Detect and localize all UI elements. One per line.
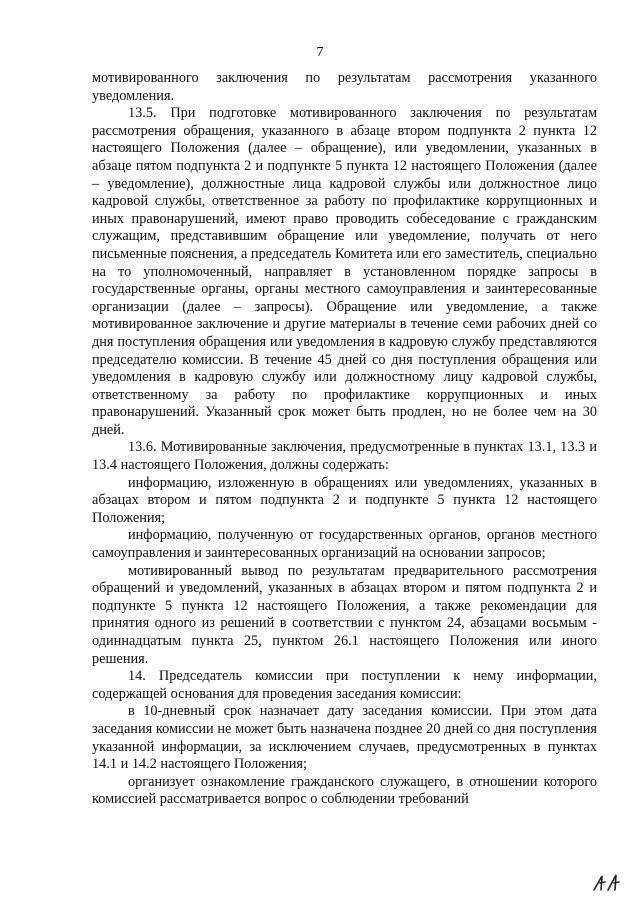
list-item-information-appeals: информацию, изложенную в обращениях или уведомлениях, указанных в абзацах втором и пятом подпункта 2 и подпункте 5 пункта 12 настоящего Положения; bbox=[92, 474, 597, 526]
paragraph-14: 14. Председатель комиссии при поступлении к нему информации, содержащей основания для проведения заседания комиссии: bbox=[92, 668, 597, 702]
list-item-familiarization: организует ознакомление гражданского служащего, в отношении которого комиссией рассматривается вопрос о соблюдении требований bbox=[92, 773, 597, 808]
document-body bbox=[92, 70, 597, 809]
handwritten-page-mark bbox=[590, 870, 626, 894]
list-item-motivated-conclusion: мотивированный вывод по результатам предварительного рассмотрения обращений и уведомлений, указанных в абзацах втором и пятом подпункта 2 и подпункте 5 пункта 12 настоящего Положения, а также рекомендации для принятия одного из решений в соответствии с пунктом 24, абзацами восьмым - одиннадцатым пункта 25, пунктом 26.1 настоящего Положения или иного решения. bbox=[92, 562, 597, 667]
paragraph-13-6: 13.6. Мотивированные заключения, предусмотренные в пунктах 13.1, 13.3 и 13.4 настоящего Положения, должны содержать: bbox=[92, 439, 597, 474]
list-item-information-agencies: информацию, полученную от государственных органов, органов местного самоуправления и заинтересованных организаций на основании запросов; bbox=[92, 527, 597, 562]
paragraph-1: мотивированного заключения по результатам рассмотрения указанного уведомления. bbox=[92, 70, 597, 104]
paragraph-13-5: 13.5. При подготовке мотивированного заключения по результатам рассмотрения обращения, указанного в абзаце втором подпункта 2 пункта 12 настоящего Положения (далее – обращение), или уведомлении, указанных в абзаце пятом подпункта 2 и подпункте 5 пункта 12 настоящего Положения (далее – уведомление), должностные лица кадровой службы или должностное лицо кадровой службы, ответственное за работу по профилактике коррупционных и иных правонарушений, имеют право проводить собеседование с гражданским служащим, представившим обращение или уведомление, получать от него письменные пояснения, а председатель Комитета или его заместитель, специально на то уполномоченный, направляет в установленном порядке запросы в государственные органы, органы местного самоуправления и заинтересованные организации (далее – запросы). Обращение или уведомление, а также мотивированное заключение и другие материалы в течение семи рабочих дней со дня поступления обращения или уведомления в кадровую службу представляются председателю комиссии. В течение 45 дней со дня поступления обращения или уведомления в кадровую службу или должностному лицу кадровой службы, ответственному за работу по профилактике коррупционных и иных правонарушений. Указанный срок может быть продлен, но не более чем на 30 дней. bbox=[92, 105, 597, 438]
page-number: 7 bbox=[316, 45, 324, 60]
list-item-meeting-date: в 10-дневный срок назначает дату заседания комиссии. При этом дата заседания комиссии не может быть назначена позднее 20 дней со дня поступления указанной информации, за исключением случаев, предусмотренных в пунктах 14.1 и 14.2 настоящего Положения; bbox=[92, 703, 597, 773]
